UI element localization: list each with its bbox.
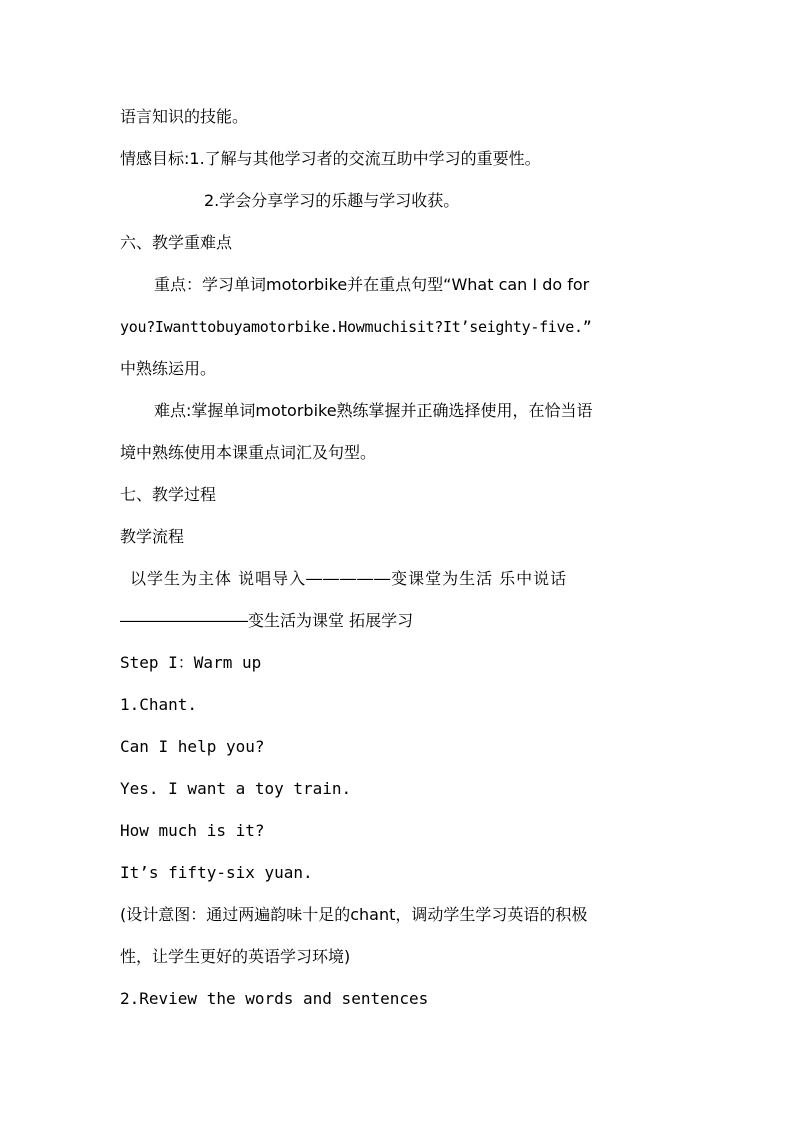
text-line: 性，让学生更好的英语学习环境)	[120, 947, 351, 966]
text-line: 难点:掌握单词motorbike熟练掌握并正确选择使用，在恰当语	[154, 401, 593, 420]
text-line: 1.Chant.	[120, 695, 198, 714]
text-line: Step I：Warm up	[120, 653, 262, 672]
text-line: It’s fifty-six yuan.	[120, 863, 313, 882]
text-line: you?Iwanttobuyamotorbike.Howmuchisit?It’seighty-five.”	[120, 318, 592, 336]
text-line: 教学流程	[120, 527, 185, 546]
text-line: (设计意图：通过两遍韵味十足的chant，调动学生学习英语的积极	[120, 905, 588, 924]
text-line: Can I help you?	[120, 737, 265, 756]
text-line: How much is it?	[120, 821, 265, 840]
text-line: ――――――――变生活为课堂 拓展学习	[120, 611, 414, 630]
section-heading: 七、教学过程	[120, 485, 217, 504]
text-line: 重点：学习单词motorbike并在重点句型“What can I do for	[154, 275, 590, 294]
text-line: 语言知识的技能。	[120, 107, 249, 126]
text-line: 情感目标:1.了解与其他学习者的交流互助中学习的重要性。	[120, 149, 541, 168]
text-line: 2.Review the words and sentences	[120, 989, 429, 1008]
section-heading: 六、教学重难点	[120, 233, 233, 252]
text-line: 境中熟练使用本课重点词汇及句型。	[120, 443, 377, 462]
text-line: Yes. I want a toy train.	[120, 779, 352, 798]
text-line: 以学生为主体 说唱导入―――――变课堂为生活 乐中说话	[130, 569, 568, 588]
text-line: 2.学会分享学习的乐趣与学习收获。	[204, 191, 460, 210]
text-line: 中熟练运用。	[120, 359, 217, 378]
